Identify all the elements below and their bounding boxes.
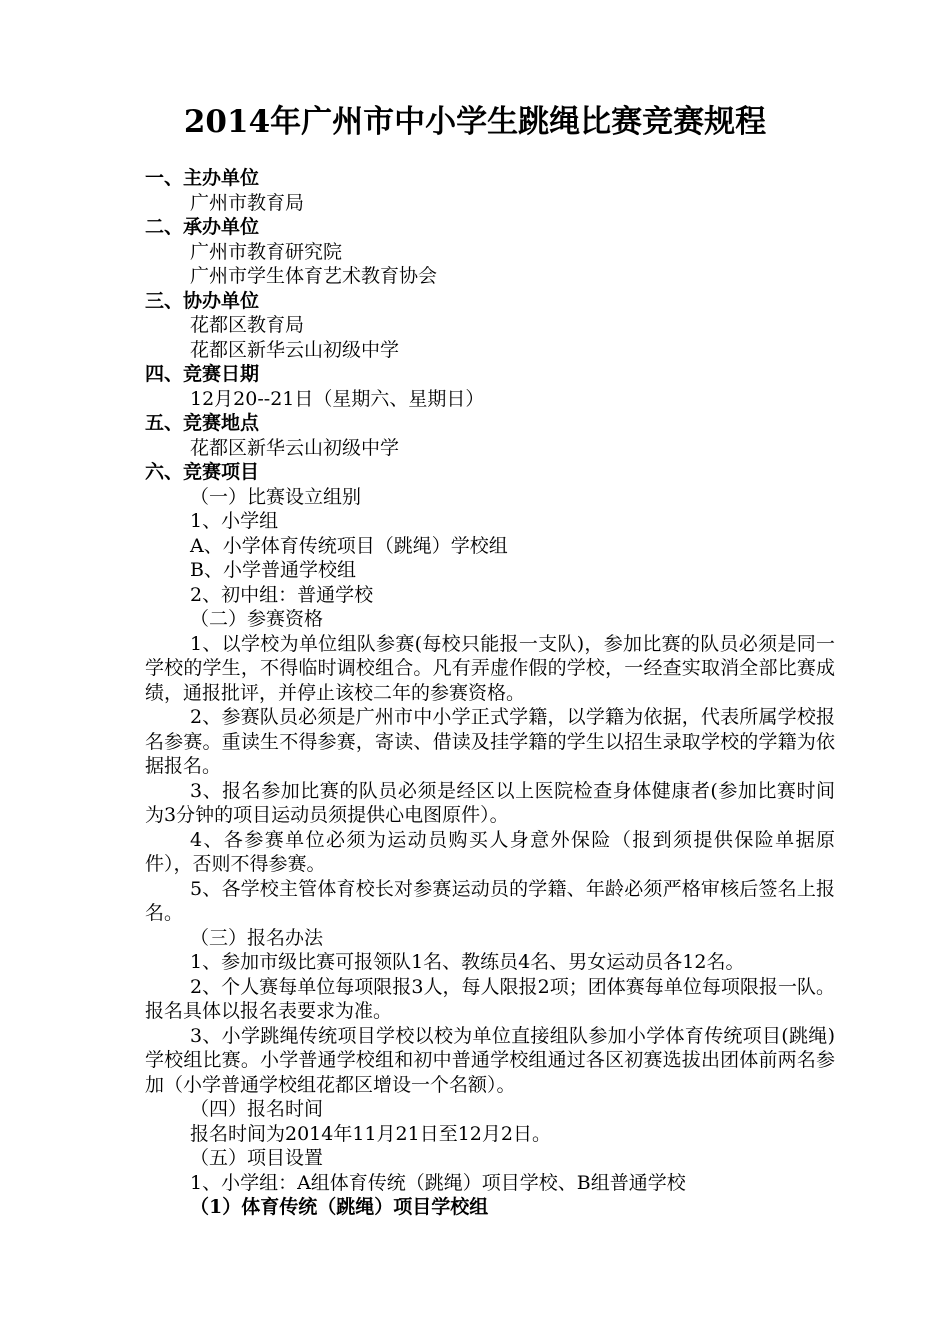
- section-heading-venue: 五、竞赛地点: [145, 412, 260, 434]
- co-organizer-item: 花都区教育局: [190, 314, 305, 336]
- subsection-heading-event-setup: （五）项目设置: [190, 1147, 324, 1169]
- section-heading-organizer: 一、主办单位: [145, 167, 260, 189]
- eligibility-paragraph: 4、各参赛单位必须为运动员购买人身意外保险（报到须提供保险单据原件），否则不得参赛。: [145, 828, 835, 875]
- registration-paragraph: 3、小学跳绳传统项目学校以校为单位直接组队参加小学体育传统项目(跳绳)学校组比赛。小学普通学校组和初中普通学校组通过各区初赛选拔出团体前两名参加（小学普通学校组花都区增设一个名额）。: [145, 1024, 835, 1096]
- subsection-heading-groups: （一）比赛设立组别: [190, 485, 362, 508]
- host-item: 广州市教育研究院: [190, 240, 343, 263]
- subsection-heading-eligibility: （二）参赛资格: [190, 608, 324, 630]
- eligibility-paragraph: 1、以学校为单位组队参赛(每校只能报一支队)，参加比赛的队员必须是同一学校的学生，不得临时调校组合。凡有弄虚作假的学校，一经查实取消全部比赛成绩，通报批评，并停止该校二年的参赛资格。: [145, 632, 835, 704]
- subsection-heading-registration: （三）报名办法: [190, 926, 324, 949]
- eligibility-paragraph: 2、参赛队员必须是广州市中小学正式学籍，以学籍为依据，代表所属学校报名参赛。重读生不得参赛，寄读、借读及挂学籍的学生以招生录取学校的学籍为依据报名。: [145, 706, 835, 777]
- document-body: [145, 166, 835, 1220]
- host-item: 广州市学生体育艺术教育协会: [190, 265, 438, 287]
- section-heading-host: 二、承办单位: [145, 216, 260, 238]
- eligibility-paragraph: 3、报名参加比赛的队员必须是经区以上医院检查身体健康者(参加比赛时间为3分钟的项目运动员须提供心电图原件）。: [145, 779, 835, 826]
- section-heading-date: 四、竞赛日期: [145, 363, 260, 385]
- event-setup-bold-item: （1）体育传统（跳绳）项目学校组: [190, 1196, 489, 1218]
- venue-item: 花都区新华云山初级中学: [190, 436, 400, 459]
- registration-time-item: 报名时间为2014年11月21日至12月2日。: [190, 1122, 551, 1145]
- subsection-heading-registration-time: （四）报名时间: [190, 1098, 324, 1120]
- section-heading-events: 六、竞赛项目: [145, 461, 260, 483]
- organizer-item: 广州市教育局: [190, 191, 305, 214]
- group-item: 1、小学组: [190, 510, 279, 532]
- registration-paragraph: 2、个人赛每单位每项限报3人，每人限报2项；团体赛每单位每项限报一队。报名具体以报名表要求为准。: [145, 975, 835, 1022]
- date-item: 12月20--21日（星期六、星期日）: [190, 387, 485, 410]
- group-item: B、小学普通学校组: [190, 559, 356, 581]
- section-heading-co-organizer: 三、协办单位: [145, 289, 260, 312]
- group-item: 2、初中组：普通学校: [190, 583, 374, 606]
- eligibility-paragraph: 5、各学校主管体育校长对参赛运动员的学籍、年龄必须严格审核后签名上报名。: [145, 877, 835, 924]
- co-organizer-item: 花都区新华云山初级中学: [190, 338, 400, 361]
- registration-paragraph: 1、参加市级比赛可报领队1名、教练员4名、男女运动员各12名。: [190, 951, 745, 973]
- event-setup-item: 1、小学组：A组体育传统（跳绳）项目学校、B组普通学校: [190, 1171, 686, 1194]
- group-item: A、小学体育传统项目（跳绳）学校组: [190, 534, 508, 557]
- document-title: 2014年广州市中小学生跳绳比赛竞赛规程: [183, 104, 767, 140]
